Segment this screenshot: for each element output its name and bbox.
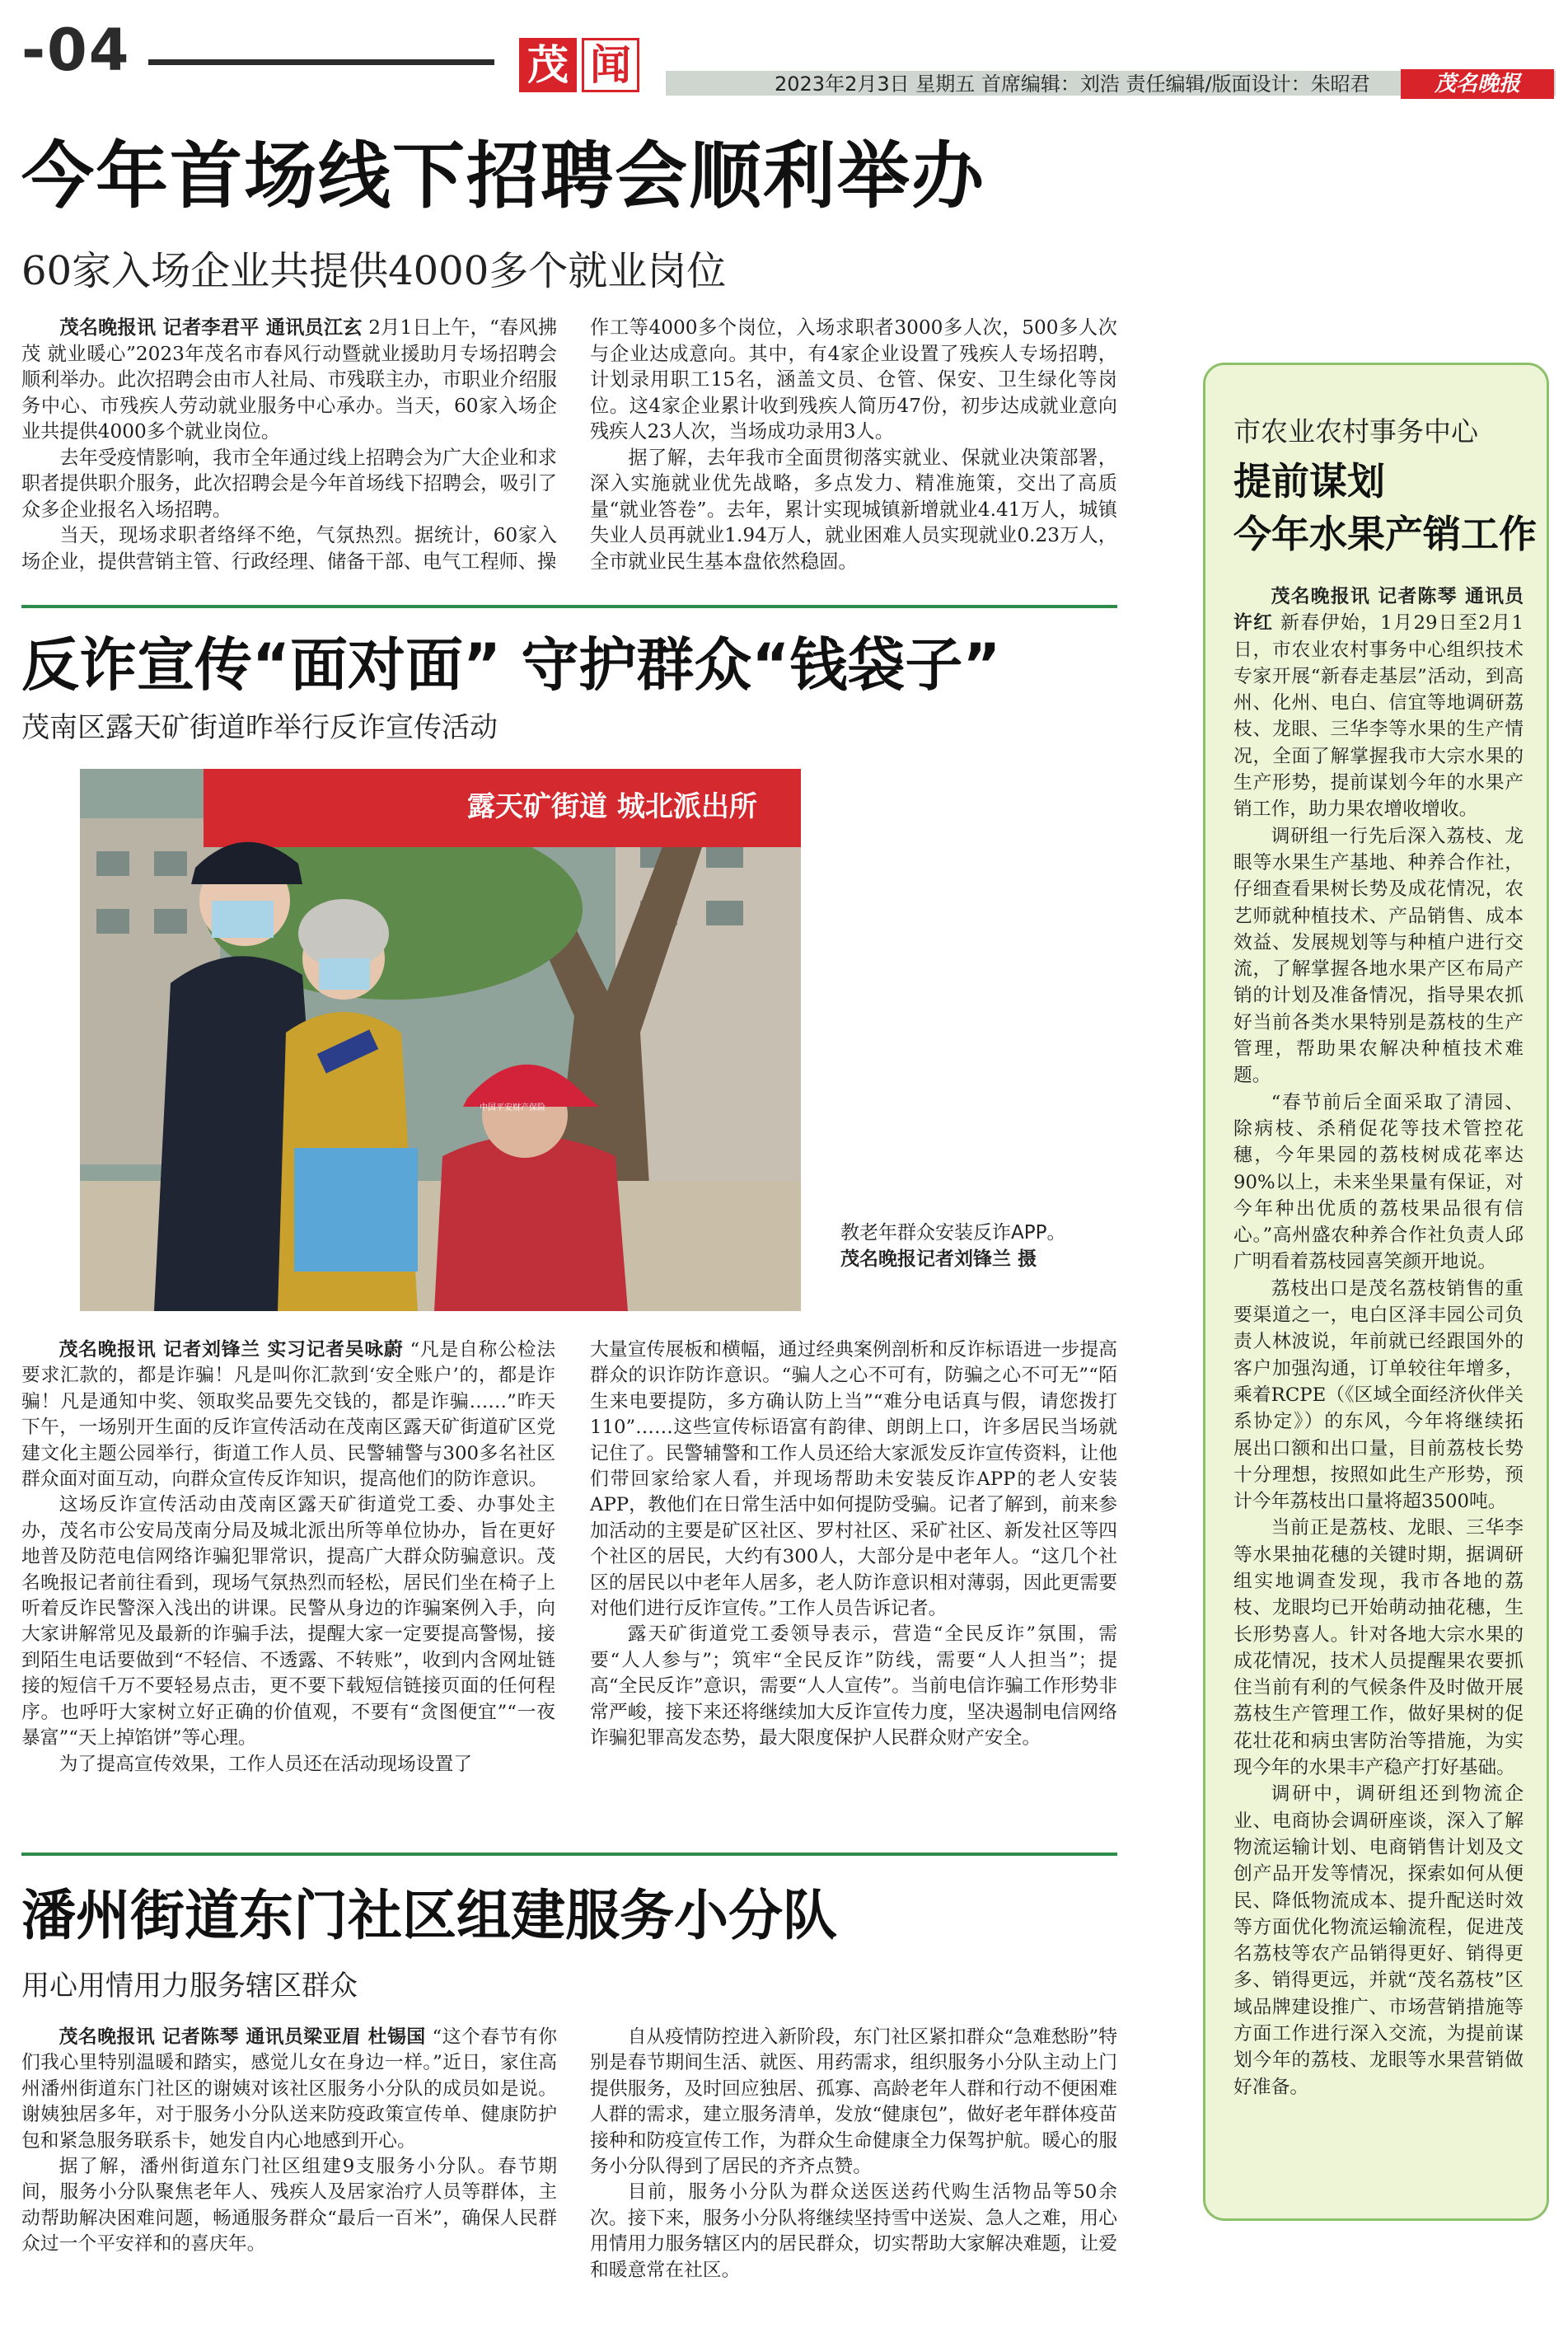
- article1-headline: 今年首场线下招聘会顺利举办: [21, 133, 986, 218]
- page-number: -04: [21, 16, 131, 84]
- sidebar-para: 新春伊始，1月29日至2月1日，市农业农村事务中心组织技术专家开展“新春走基层”活动，到高州、化州、电白、信宜等地调研荔枝、龙眼、三华李等水果的生产情况，全面了解掌握我市大宗水果的生产形势，提前谋划今年的水果产销工作，助力果农增收增收。: [1233, 612, 1524, 821]
- article2-column-left: [21, 1337, 555, 1778]
- sidebar-headline-line-2: 今年水果产销工作: [1233, 512, 1537, 556]
- article1-para: 2月1日上午，“春风拂茂 就业暖心”2023年茂名市春风行动暨就业援助月专场招聘会顺利举办。此次招聘会由市人社局、市残联主办，市职业介绍服务中心、市残疾人劳动就业服务中心承办。当天，60家入场企业共提供4000多个就业岗位。: [21, 316, 558, 443]
- section-tag-char-2: 闻: [582, 38, 639, 92]
- article1-para: 当天，现场求职者络绎不绝，气氛热烈。据统计，60家入场企业，提供营销主管、行政经理、储备干部、电气工程师、操: [21, 524, 557, 573]
- article3-column-left: [21, 2025, 557, 2258]
- article3-byline: 茂名晚报讯 记者陈琴 通讯员梁亚眉 杜锡国: [59, 2026, 426, 2048]
- article1-column-right: [590, 315, 1117, 574]
- article2-photo: [80, 769, 801, 1311]
- article1-column-left: [21, 315, 557, 574]
- sidebar-headline: [1233, 455, 1537, 560]
- photo-illustration: [80, 769, 801, 1311]
- article1-para: 作工等4000多个岗位，入场求职者3000多人次，500多人次与企业达成意向。其中，有4家企业设置了残疾人专场招聘，计划录用职工15名，涵盖文员、仓管、保安、卫生绿化等岗位。这4家企业累计收到残疾人简历47份，初步达成就业意向残疾人23人次，当场成功录用3人。: [590, 316, 1117, 443]
- article1-para: 去年受疫情影响，我市全年通过线上招聘会为广大企业和求职者提供职介服务，此次招聘会是今年首场线下招聘会，吸引了众多企业报名入场招聘。: [21, 446, 557, 521]
- section-tag: [519, 38, 651, 94]
- article2-para: 大量宣传展板和横幅，通过经典案例剖析和反诈标语进一步提高群众的识诈防诈意识。“骗人之心不可有，防骗之心不可无”“陌生来电要提防，多方确认防上当”“难分电话真与假，请您拨打110”……这些宣传标语富有韵律、朗朗上口，许多居民当场就记住了。民警辅警和工作人员还给大家派发反诈宣传资料，让他们带回家给家人看，并现场帮助未安装反诈APP的老人安装APP，教他们在日常生活中如何提防受骗。记者了解到，前来参加活动的主要是矿区社区、罗村社区、采矿社区、新发社区等四个社区的居民，大约有300人，大部分是中老年人。“这几个社区的居民以中老年人居多，老人防诈意识相对薄弱，因此更需要对他们进行反诈宣传。”工作人员告诉记者。: [590, 1339, 1117, 1620]
- sidebar-para: 荔枝出口是茂名荔枝销售的重要渠道之一，电白区泽丰园公司负责人林波说，年前就已经跟国外的客户加强沟通，订单较往年增多，乘着RCPE（《区域全面经济伙伴关系协定》）的东风，今年将继续拓展出口额和出口量，目前荔枝长势十分理想，按照如此生产形势，预计今年荔枝出口量将超3500吨。: [1233, 1277, 1524, 1513]
- photo-banner-text: 露天矿街道 城北派出所: [467, 790, 757, 823]
- date-editor-line: 2023年2月3日 星期五 首席编辑：刘浩 责任编辑/版面设计：朱昭君: [775, 73, 1370, 96]
- article2-byline: 茂名晚报讯 记者刘锋兰 实习记者吴咏蔚: [59, 1339, 404, 1361]
- photo-credit: 茂名晚报记者刘锋兰 摄: [840, 1248, 1037, 1270]
- article3-headline: 潘州街道东门社区组建服务小分队: [21, 1884, 837, 1947]
- sidebar-kicker: 市农业农村事务中心: [1233, 415, 1478, 447]
- sidebar-headline-line-1: 提前谋划: [1233, 459, 1385, 504]
- article1-para: 据了解，去年我市全面贯彻落实就业、保就业决策部署，深入实施就业优先战略，多点发力、精准施策，交出了高质量“就业答卷”。去年，累计实现城镇新增就业4.41万人，城镇失业人员再就业1.94万人，就业困难人员实现就业0.23万人，全市就业民生基本盘依然稳固。: [590, 446, 1117, 573]
- sidebar-para: “春节前后全面采取了清园、除病枝、杀稍促花等技术管控花穗，今年果园的荔枝树成花率达90%以上，未来坐果量有保证，对今年种出优质的荔枝果品很有信心。”高州盛农种养合作社负责人邱广明看着荔枝园喜笑颜开地说。: [1233, 1091, 1524, 1273]
- article3-para: 目前，服务小分队为群众送医送药代购生活物品等50余次。接下来，服务小分队将继续坚持雪中送炭、急人之难，用心用情用力服务辖区内的居民群众，切实帮助大家解决难题，让爱和暖意常在社区。: [590, 2181, 1117, 2281]
- photo-caption: [840, 1220, 1112, 1272]
- article1-byline: 茂名晚报讯 记者李君平 通讯员江玄: [59, 316, 363, 339]
- section-divider: [21, 605, 1117, 608]
- photo-caption-text: 教老年群众安装反诈APP。: [840, 1222, 1066, 1244]
- photo-cap-text: 中国平安财产保险: [480, 1103, 545, 1112]
- section-tag-char-1: 茂: [519, 38, 577, 92]
- article2-column-right: [590, 1337, 1117, 1752]
- article1-subhead: 60家入场企业共提供4000多个就业岗位: [21, 248, 727, 294]
- newspaper-brand: 茂名晚报: [1401, 69, 1554, 99]
- page-number-rule: [148, 59, 494, 65]
- section-divider: [21, 1853, 1117, 1856]
- article3-para: “这个春节有你们我心里特别温暖和踏实，感觉儿女在身边一样。”近日，家住高州潘州街道东门社区的谢姨对该社区服务小分队的成员如是说。谢姨独居多年，对于服务小分队送来防疫政策宣传单、健康防护包和紧急服务联系卡，她发自内心地感到开心。: [21, 2026, 558, 2152]
- article3-subhead: 用心用情用力服务辖区群众: [21, 1970, 358, 2002]
- article3-para: 据了解，潘州街道东门社区组建9支服务小分队。春节期间，服务小分队聚焦老年人、残疾人及居家治疗人员等群体，主动帮助解决困难问题，畅通服务群众“最后一百米”，确保人民群众过一个平安祥和的喜庆年。: [21, 2156, 557, 2255]
- article2-headline: 反诈宣传“面对面” 守护群众“钱袋子”: [21, 631, 1001, 699]
- article3-para: 自从疫情防控进入新阶段，东门社区紧扣群众“急难愁盼”特别是春节期间生活、就医、用药需求，组织服务小分队主动上门提供服务，及时回应独居、孤寡、高龄老年人群和行动不便困难人群的需求，建立服务清单，发放“健康包”，做好老年群体疫苗接种和防疫宣传工作，为群众生命健康全力保驾护航。暖心的服务小分队得到了居民的齐齐点赞。: [590, 2026, 1117, 2178]
- article2-para: 露天矿街道党工委领导表示，营造“全民反诈”氛围，需要“人人参与”；筑牢“全民反诈”防线，需要“人人担当”；提高“全民反诈”意识，需要“人人宣传”。当前电信诈骗工作形势非常严峻，接下来还将继续加大反诈宣传力度，坚决遏制电信网络诈骗犯罪高发态势，最大限度保护人民群众财产安全。: [590, 1623, 1117, 1750]
- article2-subhead: 茂南区露天矿街道昨举行反诈宣传活动: [21, 711, 498, 744]
- article3-column-right: [590, 2025, 1117, 2284]
- sidebar-byline: 茂名晚报讯 记者陈琴 通讯员许红: [1233, 586, 1524, 635]
- article2-para: 这场反诈宣传活动由茂南区露天矿街道党工委、办事处主办，茂名市公安局茂南分局及城北派出所等单位协办，旨在更好地普及防范电信网络诈骗犯罪常识，提高广大群众防骗意识。茂名晚报记者前往看到，现场气氛热烈而轻松，居民们坐在椅子上听着反诈民警深入浅出的讲课。民警从身边的诈骗案例入手，向大家讲解常见及最新的诈骗手法，提醒大家一定要提高警惕，接到陌生电话要做到“不轻信、不透露、不转账”，收到内含网址链接的短信千万不要轻易点击，更不要下载短信链接页面的任何程序。也呼吁大家树立好正确的价值观，不要有“贪图便宜”“一夜暴富”“天上掉馅饼”等心理。: [21, 1494, 555, 1750]
- sidebar-para: 调研中，调研组还到物流企业、电商协会调研座谈，深入了解物流运输计划、电商销售计划及文创产品开发等情况，探索如何从便民、降低物流成本、提升配送时效等方面优化物流运输流程，促进茂名荔枝等农产品销得更好、销得更多、销得更远，并就“茂名荔枝”区域品牌建设推广、市场营销措施等方面工作进行深入交流，为提前谋划今年的荔枝、龙眼等水果营销做好准备。: [1233, 1783, 1524, 2098]
- article2-para: 为了提高宣传效果，工作人员还在活动现场设置了: [59, 1753, 473, 1775]
- article2-para: “凡是自称公检法要求汇款的，都是诈骗！凡是叫你汇款到‘安全账户’的，都是诈骗！凡是通知中奖、领取奖品要先交钱的，都是诈骗……”昨天下午，一场别开生面的反诈宣传活动在茂南区露天矿街道矿区党建文化主题公园举行，街道工作人员、民警辅警与300多名社区群众面对面互动，向群众宣传反诈知识，提高他们的防诈意识。: [21, 1339, 556, 1491]
- sidebar-para: 当前正是荔枝、龙眼、三华李等水果抽花穗的关键时期，据调研组实地调查发现，我市各地的荔枝、龙眼均已开始萌动抽花穗，生长形势喜人。针对各地大宗水果的成花情况，技术人员提醒果农要抓住当前有利的气候条件及时做开展荔枝生产管理工作，做好果树的促花壮花和病虫害防治等措施，为实现今年的水果丰产稳产打好基础。: [1233, 1517, 1524, 1779]
- sidebar-para: 调研组一行先后深入荔枝、龙眼等水果生产基地、种养合作社，仔细查看果树长势及成花情况，农艺师就种植技术、产品销售、成本效益、发展规划等与种植户进行交流，了解掌握各地水果产区布局产销的计划及准备情况，指导果农抓好当前各类水果特别是荔枝的生产管理，帮助果农解决种植技术难题。: [1233, 825, 1524, 1087]
- sidebar-column: [1233, 583, 1524, 2101]
